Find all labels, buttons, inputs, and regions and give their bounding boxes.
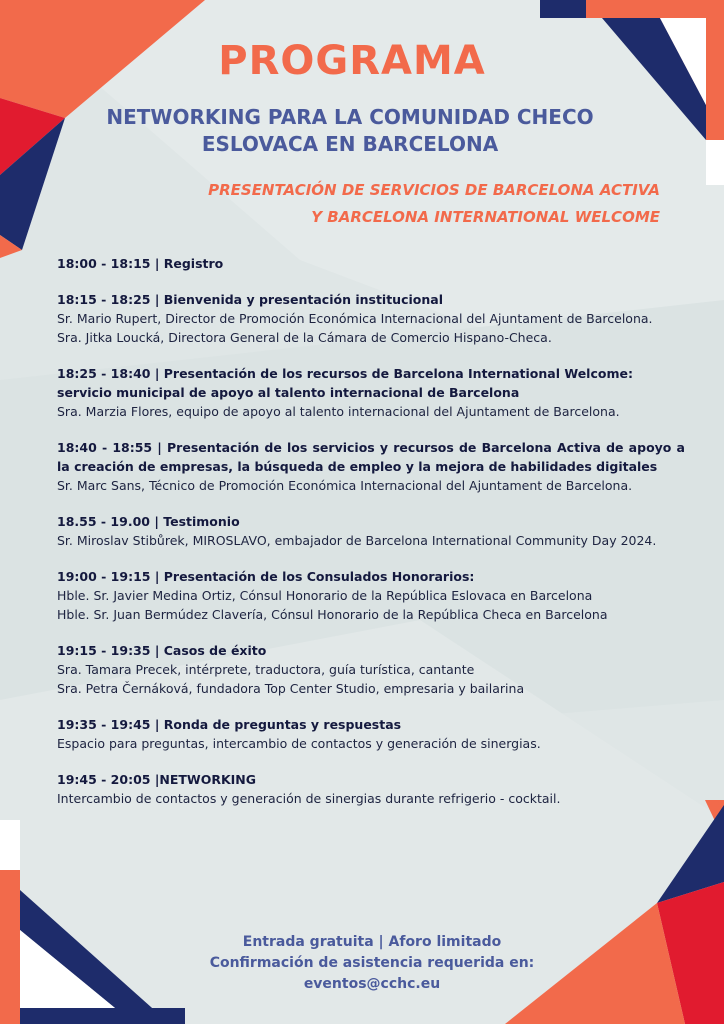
agenda-item-detail: Sra. Jitka Loucká, Directora General de la Cámara de Comercio Hispano-Checa.: [57, 330, 552, 345]
agenda-item-heading: 19:00 - 19:15 | Presentación de los Consulados Honorarios:: [57, 569, 475, 584]
agenda-item-heading: servicio municipal de apoyo al talento internacional de Barcelona: [57, 385, 520, 400]
agenda-item-detail: Sr. Miroslav Stibůrek, MIROSLAVO, embajador de Barcelona International Community Day 2024.: [57, 533, 657, 548]
agenda-item: [57, 254, 685, 273]
agenda-item-heading: 19:45 - 20:05 |NETWORKING: [57, 772, 257, 787]
footer-line-free-entry: Entrada gratuita | Aforo limitado: [242, 934, 502, 950]
agenda-item-detail: Sr. Marc Sans, Técnico de Promoción Económica Internacional del Ajuntament de Barcelona.: [57, 478, 633, 493]
tagline-line: Y BARCELONA INTERNATIONAL WELCOME: [311, 208, 660, 226]
agenda-item: [57, 641, 685, 698]
registration-note: [120, 932, 624, 995]
footer-line-rsvp: Confirmación de asistencia requerida en:: [209, 955, 535, 971]
agenda-item: [57, 290, 685, 347]
agenda-item-heading: 18:00 - 18:15 | Registro: [57, 256, 224, 271]
agenda-item-detail: Espacio para preguntas, intercambio de contactos y generación de sinergias.: [57, 736, 541, 751]
agenda-item-detail: Sra. Petra Černáková, fundadora Top Center Studio, empresaria y bailarina: [57, 681, 525, 696]
agenda-item: [57, 770, 685, 808]
agenda-item: [57, 512, 685, 550]
agenda-item-heading: 19:35 - 19:45 | Ronda de preguntas y respuestas: [57, 717, 402, 732]
agenda-item-heading: 18:25 - 18:40 | Presentación de los recursos de Barcelona International Welcome:: [57, 366, 633, 381]
agenda-item-heading: 19:15 - 19:35 | Casos de éxito: [57, 643, 267, 658]
agenda-item-detail: Hble. Sr. Javier Medina Ortiz, Cónsul Honorario de la República Eslovaca en Barcelona: [57, 588, 593, 603]
contact-email-link[interactable]: eventos@cchc.eu: [303, 976, 441, 992]
event-tagline: [100, 177, 660, 231]
agenda-item-detail: Intercambio de contactos y generación de sinergias durante refrigerio - cocktail.: [57, 791, 561, 806]
agenda-item-detail: Sra. Tamara Precek, intérprete, traductora, guía turística, cantante: [57, 662, 475, 677]
agenda-item-heading: 18.55 - 19.00 | Testimonio: [57, 514, 240, 529]
agenda-item: [57, 438, 685, 495]
subtitle-line: ESLOVACA EN BARCELONA: [201, 132, 499, 156]
agenda-item-detail: Sr. Mario Rupert, Director de Promoción Económica Internacional del Ajuntament de Barcelona.: [57, 311, 653, 326]
event-subtitle: [40, 104, 660, 158]
agenda-item-detail: Sra. Marzia Flores, equipo de apoyo al talento internacional del Ajuntament de Barcelona.: [57, 404, 620, 419]
page-title: PROGRAMA: [218, 38, 486, 84]
agenda-item-heading: 18:15 - 18:25 | Bienvenida y presentación institucional: [57, 292, 443, 307]
agenda-item-heading: 18:40 - 18:55 | Presentación de los servicios y recursos de Barcelona Activa de apoyo a la creación de empresas, la búsqueda de empleo y la mejora de habilidades digitales: [57, 440, 685, 474]
agenda-item-detail: Hble. Sr. Juan Bermúdez Clavería, Cónsul Honorario de la República Checa en Barcelona: [57, 607, 608, 622]
agenda-item: [57, 567, 685, 624]
tagline-line: PRESENTACIÓN DE SERVICIOS DE BARCELONA ACTIVA: [208, 181, 660, 199]
subtitle-line: NETWORKING PARA LA COMUNIDAD CHECO: [106, 105, 594, 129]
agenda-item: [57, 715, 685, 753]
agenda-list: [57, 254, 685, 825]
agenda-item: [57, 364, 685, 421]
